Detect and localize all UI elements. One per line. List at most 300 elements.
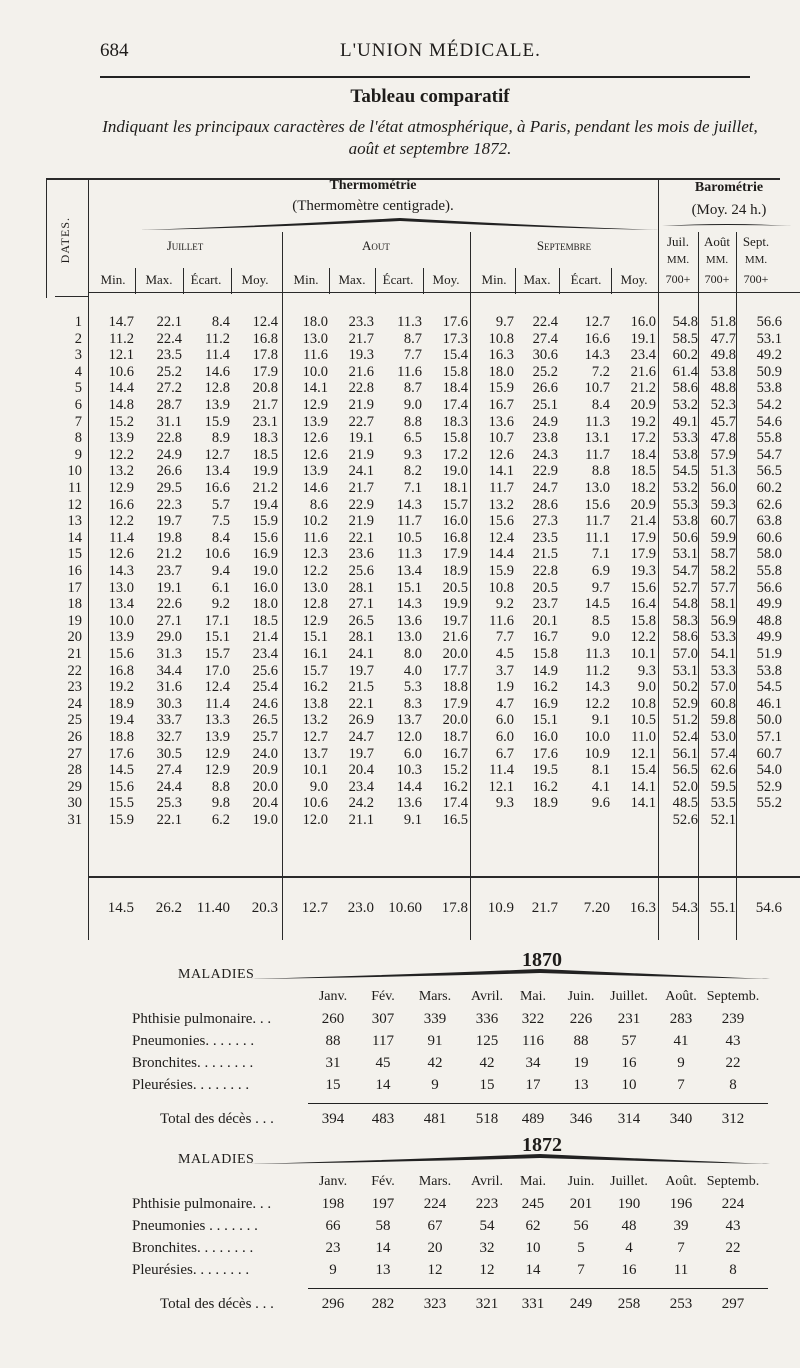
month-header: Fév. — [371, 989, 395, 1004]
cell-juil-ecart: 13.3 — [204, 712, 230, 729]
table-row — [0, 746, 800, 763]
cell-sept-moy: 21.6 — [630, 363, 656, 380]
cell-aout-min: 12.2 — [302, 563, 328, 579]
cell-juil-min: 14.7 — [108, 314, 134, 330]
cell-sept-min: 13.2 — [488, 496, 514, 513]
table-row — [0, 795, 800, 812]
cell-baro-juil: 53.1 — [672, 662, 698, 679]
cell-sept-min: 13.6 — [488, 413, 514, 430]
cell-sept-moy: 20.9 — [630, 496, 656, 513]
baro-month-juil: Juil. — [666, 234, 690, 249]
table-row — [0, 364, 800, 381]
cell-baro-aout: 53.3 — [710, 662, 736, 679]
month-header: Juillet. — [610, 989, 648, 1004]
cell-aout-moy: 17.4 — [442, 397, 468, 413]
day-number: 26 — [67, 729, 82, 745]
month-header: Avril. — [470, 1174, 503, 1189]
cell-aout-moy: 17.3 — [442, 330, 468, 347]
disease-value: 12 — [479, 1262, 495, 1278]
cell-juil-max: 29.5 — [156, 480, 182, 496]
cell-juil-moy: 25.6 — [252, 662, 278, 679]
cell-sept-moy: 14.1 — [630, 795, 656, 812]
cell-aout-max: 28.1 — [348, 629, 374, 646]
page-number: 684 — [100, 40, 129, 61]
cell-juil-min: 12.6 — [108, 546, 134, 563]
cell-aout-max: 22.9 — [348, 496, 374, 513]
cell-sept-ecart: 7.1 — [591, 546, 610, 563]
cell-baro-aout: 53.5 — [710, 795, 736, 812]
cell-juil-moy: 18.5 — [252, 446, 278, 463]
month-header: Septemb. — [706, 1174, 760, 1189]
cell-juil-moy: 24.6 — [252, 695, 278, 712]
cell-baro-aout: 47.8 — [710, 430, 736, 447]
day-number: 31 — [67, 812, 82, 828]
cell-aout-min: 15.7 — [302, 662, 328, 679]
cell-baro-juil: 52.6 — [672, 812, 698, 828]
table-row — [0, 480, 800, 497]
cell-sept-moy: 15.4 — [630, 762, 656, 779]
cell-sept-max: 24.3 — [532, 446, 558, 463]
colhead-aout-moy: Moy. — [432, 272, 460, 287]
cell-aout-min: 12.6 — [302, 446, 328, 463]
cell-aout-max: 23.4 — [348, 778, 374, 795]
disease-value: 43 — [725, 1218, 741, 1234]
cell-juil-ecart: 12.8 — [204, 380, 230, 397]
maladies-label: MALADIES — [178, 967, 255, 982]
total-value: 253 — [669, 1296, 693, 1312]
cell-juil-ecart: 8.8 — [211, 778, 230, 795]
cell-sept-ecart: 4.1 — [591, 778, 610, 795]
disease-value: 9 — [431, 1077, 439, 1093]
cell-baro-sept: 52.9 — [756, 778, 782, 795]
cell-aout-min: 13.0 — [302, 579, 328, 596]
cell-baro-juil: 56.1 — [672, 745, 698, 762]
table-row — [0, 497, 800, 514]
cell-baro-sept: 56.5 — [756, 463, 782, 480]
cell-sept-min: 9.2 — [495, 596, 514, 613]
cell-sept-ecart: 10.9 — [584, 745, 610, 762]
cell-sept-min: 14.4 — [488, 546, 514, 563]
cell-baro-sept: 54.5 — [756, 679, 782, 696]
cell-sept-ecart: 16.6 — [584, 330, 610, 347]
cell-juil-min: 13.2 — [108, 463, 134, 480]
cell-juil-ecart: 11.2 — [205, 330, 230, 347]
table-row — [0, 679, 800, 696]
cell-juil-max: 28.7 — [156, 397, 182, 413]
cell-juil-max: 21.2 — [156, 546, 182, 563]
disease-name: Pleurésies. . . . . . . . — [132, 1262, 250, 1278]
total-sept-ecart: 7.20 — [583, 900, 610, 916]
cell-aout-ecart: 8.2 — [403, 463, 422, 480]
baro-subtitle: (Moy. 24 h.) — [691, 202, 767, 218]
cell-baro-aout: 59.5 — [710, 778, 736, 795]
disease-value: 14 — [375, 1077, 391, 1093]
table-row — [0, 414, 800, 431]
cell-juil-min: 13.0 — [108, 579, 134, 596]
total-value: 483 — [371, 1111, 395, 1127]
cell-sept-max: 16.7 — [532, 629, 558, 646]
cell-sept-max: 16.2 — [532, 679, 558, 696]
cell-aout-max: 24.7 — [348, 729, 374, 745]
day-number: 19 — [67, 612, 82, 629]
table-row — [0, 812, 800, 829]
cell-baro-juil: 54.5 — [672, 463, 698, 480]
colhead-juil-ecart: Écart. — [190, 272, 222, 287]
month-header: Mars. — [418, 989, 452, 1004]
cell-juil-ecart: 11.4 — [205, 347, 230, 364]
table-row — [0, 646, 800, 663]
cell-sept-ecart: 6.9 — [591, 563, 610, 579]
cell-juil-moy: 26.5 — [252, 712, 278, 729]
cell-baro-juil: 60.2 — [672, 347, 698, 364]
month-header: Janv. — [318, 989, 348, 1004]
cell-aout-ecart: 10.3 — [396, 762, 422, 779]
disease-value: 260 — [321, 1011, 345, 1027]
cell-baro-juil: 50.2 — [672, 679, 698, 696]
cell-juil-moy: 17.9 — [252, 363, 278, 380]
cell-aout-ecart: 13.6 — [396, 612, 422, 629]
cell-juil-min: 12.2 — [108, 446, 134, 463]
day-number: 25 — [67, 712, 82, 729]
cell-sept-moy: 9.3 — [637, 662, 656, 679]
cell-juil-ecart: 12.7 — [204, 446, 230, 463]
cell-baro-sept: 48.8 — [756, 612, 782, 629]
cell-baro-sept: 56.6 — [756, 579, 782, 596]
cell-sept-moy: 21.4 — [630, 513, 656, 530]
cell-aout-max: 25.6 — [348, 563, 374, 579]
cell-baro-juil: 52.7 — [672, 579, 698, 596]
cell-sept-max: 16.0 — [532, 729, 558, 745]
cell-aout-max: 26.5 — [348, 612, 374, 629]
month-juillet: Juillet — [166, 238, 204, 253]
cell-aout-moy: 15.7 — [442, 496, 468, 513]
cell-aout-max: 21.7 — [348, 480, 374, 496]
disease-value: 7 — [677, 1077, 685, 1093]
disease-value: 57 — [621, 1033, 637, 1049]
cell-aout-max: 24.2 — [348, 795, 374, 812]
month-header: Fév. — [371, 1174, 395, 1189]
cell-juil-moy: 15.6 — [252, 529, 278, 546]
cell-sept-max: 15.8 — [532, 646, 558, 662]
cell-juil-moy: 20.9 — [252, 762, 278, 779]
cell-juil-ecart: 10.6 — [204, 546, 230, 563]
cell-baro-juil: 58.3 — [672, 612, 698, 629]
cell-baro-sept: 60.7 — [756, 745, 782, 762]
cell-aout-max: 19.7 — [348, 662, 374, 679]
day-number: 11 — [68, 480, 82, 496]
cell-juil-max: 34.4 — [156, 662, 182, 679]
cell-aout-moy: 19.0 — [442, 463, 468, 480]
cell-aout-ecart: 14.3 — [396, 496, 422, 513]
cell-sept-ecart: 15.6 — [584, 496, 610, 513]
baro-title: Barométrie — [694, 180, 764, 195]
cell-sept-moy: 17.2 — [630, 430, 656, 447]
cell-juil-ecart: 16.6 — [204, 480, 230, 496]
cell-juil-ecart: 13.9 — [204, 729, 230, 745]
cell-juil-moy: 20.8 — [252, 380, 278, 397]
disease-value: 9 — [329, 1262, 337, 1278]
cell-sept-min: 15.6 — [488, 513, 514, 530]
disease-value: 88 — [573, 1033, 589, 1049]
cell-sept-ecart: 7.2 — [591, 363, 610, 380]
cell-juil-ecart: 13.9 — [204, 397, 230, 413]
disease-value: 13 — [573, 1077, 589, 1093]
cell-baro-sept: 53.8 — [756, 662, 782, 679]
cell-aout-max: 24.1 — [348, 463, 374, 480]
cell-juil-ecart: 5.7 — [211, 496, 230, 513]
thermo-subtitle: (Thermomètre centigrade). — [292, 198, 454, 214]
cell-juil-min: 15.5 — [108, 795, 134, 812]
cell-sept-min: 18.0 — [488, 363, 514, 380]
disease-name: Phthisie pulmonaire. . . — [132, 1011, 272, 1027]
cell-juil-moy: 19.0 — [252, 563, 278, 579]
cell-juil-ecart: 8.4 — [211, 314, 230, 330]
cell-sept-min: 16.3 — [488, 347, 514, 364]
table-row — [0, 712, 800, 729]
cell-aout-moy: 15.2 — [442, 762, 468, 779]
cell-juil-min: 18.9 — [108, 695, 134, 712]
cell-aout-min: 12.8 — [302, 596, 328, 613]
header-rule — [100, 76, 750, 78]
table-row — [0, 530, 800, 547]
month-header: Juin. — [567, 1174, 595, 1189]
disease-value: 196 — [669, 1196, 693, 1212]
day-number: 29 — [67, 778, 82, 795]
cell-aout-max: 21.7 — [348, 330, 374, 347]
cell-juil-max: 22.8 — [156, 430, 182, 447]
cell-sept-max: 20.5 — [532, 579, 558, 596]
cell-baro-juil: 53.2 — [672, 397, 698, 413]
thermo-swoosh — [140, 216, 660, 236]
cell-aout-ecart: 7.7 — [403, 347, 422, 364]
cell-aout-min: 10.0 — [302, 363, 328, 380]
disease-value: 22 — [725, 1055, 741, 1071]
total-label: Total des décès . . . — [160, 1111, 274, 1127]
cell-aout-moy: 16.8 — [442, 529, 468, 546]
cell-juil-min: 12.9 — [108, 480, 134, 496]
cell-juil-ecart: 8.4 — [211, 529, 230, 546]
cell-sept-ecart: 9.7 — [591, 579, 610, 596]
cell-aout-min: 13.9 — [302, 463, 328, 480]
dates-under-rule — [55, 296, 89, 297]
total-value: 282 — [371, 1296, 395, 1312]
cell-aout-ecart: 13.6 — [396, 795, 422, 812]
colhead-juil-moy: Moy. — [241, 272, 269, 287]
month-header: Mars. — [418, 1174, 452, 1189]
cell-sept-moy: 19.2 — [630, 413, 656, 430]
cell-baro-aout: 62.6 — [710, 762, 736, 779]
cell-aout-max: 23.3 — [348, 314, 374, 330]
total-juil-min: 14.5 — [107, 900, 134, 916]
cell-juil-moy: 20.4 — [252, 795, 278, 812]
cell-juil-moy: 16.0 — [252, 579, 278, 596]
totals-top-rule — [88, 876, 800, 878]
cell-juil-max: 25.3 — [156, 795, 182, 812]
cell-juil-min: 16.8 — [108, 662, 134, 679]
disease-value: 10 — [525, 1240, 541, 1256]
cell-juil-min: 16.6 — [108, 496, 134, 513]
cell-aout-min: 8.6 — [309, 496, 328, 513]
cell-aout-ecart: 15.1 — [396, 579, 422, 596]
table-row — [0, 629, 800, 646]
cell-baro-juil: 53.2 — [672, 480, 698, 496]
cell-baro-aout: 58.1 — [710, 596, 736, 613]
cell-juil-moy: 21.4 — [252, 629, 278, 646]
total-sept-moy: 16.3 — [629, 900, 656, 916]
cell-aout-moy: 15.4 — [442, 347, 468, 364]
baro-unit-sept: MM. — [744, 254, 768, 266]
cell-baro-aout: 59.9 — [710, 529, 736, 546]
cell-juil-ecart: 17.1 — [204, 612, 230, 629]
cell-sept-max: 16.2 — [532, 778, 558, 795]
month-header: Juin. — [567, 989, 595, 1004]
total-sept-max: 21.7 — [531, 900, 558, 916]
cell-sept-max: 22.9 — [532, 463, 558, 480]
cell-sept-max: 24.9 — [532, 413, 558, 430]
cell-juil-ecart: 9.8 — [211, 795, 230, 812]
table-row — [0, 696, 800, 713]
cell-aout-min: 12.3 — [302, 546, 328, 563]
cell-aout-min: 12.7 — [302, 729, 328, 745]
cell-juil-ecart: 15.7 — [204, 646, 230, 662]
cell-baro-juil: 58.5 — [672, 330, 698, 347]
table-row — [0, 663, 800, 680]
cell-aout-ecart: 9.0 — [403, 397, 422, 413]
disease-value: 7 — [677, 1240, 685, 1256]
cell-baro-aout: 59.8 — [710, 712, 736, 729]
cell-aout-min: 10.1 — [302, 762, 328, 779]
disease-value: 10 — [621, 1077, 637, 1093]
cell-aout-max: 24.1 — [348, 646, 374, 662]
day-number: 21 — [67, 646, 82, 662]
table-title: Tableau comparatif — [350, 86, 510, 107]
disease-value: 13 — [375, 1262, 391, 1278]
cell-aout-max: 21.9 — [348, 513, 374, 530]
disease-value: 8 — [729, 1262, 737, 1278]
cell-aout-ecart: 9.1 — [403, 812, 422, 828]
disease-value: 62 — [525, 1218, 541, 1234]
cell-aout-moy: 18.1 — [442, 480, 468, 496]
cell-juil-moy: 18.3 — [252, 430, 278, 447]
cell-aout-max: 19.1 — [348, 430, 374, 447]
cell-juil-min: 14.3 — [108, 563, 134, 579]
total-aout-ecart: 10.60 — [388, 900, 422, 916]
cell-sept-min: 12.1 — [488, 778, 514, 795]
cell-aout-min: 16.2 — [302, 679, 328, 696]
cell-sept-moy: 21.2 — [630, 380, 656, 397]
cell-sept-max: 26.6 — [532, 380, 558, 397]
cell-aout-min: 12.0 — [302, 812, 328, 828]
cell-baro-juil: 53.8 — [672, 513, 698, 530]
total-baro-aout: 55.1 — [709, 900, 736, 916]
cell-sept-max: 23.8 — [532, 430, 558, 447]
disease-value: 197 — [371, 1196, 395, 1212]
total-baro-sept: 54.6 — [755, 900, 782, 916]
total-aout-min: 12.7 — [301, 900, 328, 916]
disease-value: 91 — [427, 1033, 443, 1049]
disease-value: 125 — [475, 1033, 499, 1049]
cell-baro-sept: 54.6 — [756, 413, 782, 430]
cell-sept-max: 16.9 — [532, 695, 558, 712]
cell-sept-min: 15.9 — [488, 380, 514, 397]
cell-sept-min: 12.4 — [488, 529, 514, 546]
disease-value: 4 — [625, 1240, 633, 1256]
cell-baro-aout: 53.0 — [710, 729, 736, 745]
table-row — [0, 779, 800, 796]
cell-sept-ecart: 10.7 — [584, 380, 610, 397]
cell-baro-juil: 54.8 — [672, 596, 698, 613]
cell-sept-moy: 9.0 — [637, 679, 656, 696]
cell-sept-max: 24.7 — [532, 480, 558, 496]
cell-juil-ecart: 11.4 — [205, 695, 230, 712]
total-value: 518 — [475, 1111, 499, 1127]
month-header: Mai. — [519, 989, 547, 1004]
cell-sept-ecart: 12.2 — [584, 695, 610, 712]
cell-juil-ecart: 9.4 — [211, 563, 230, 579]
cell-juil-max: 32.7 — [156, 729, 182, 745]
total-value: 340 — [669, 1111, 693, 1127]
cell-aout-min: 9.0 — [309, 778, 328, 795]
cell-sept-min: 4.7 — [495, 695, 514, 712]
cell-baro-juil: 49.1 — [672, 413, 698, 430]
table-row — [0, 397, 800, 414]
cell-sept-moy: 16.4 — [630, 596, 656, 613]
cell-aout-max: 26.9 — [348, 712, 374, 729]
disease-value: 224 — [423, 1196, 447, 1212]
disease-value: 223 — [475, 1196, 499, 1212]
cell-aout-moy: 17.9 — [442, 695, 468, 712]
cell-baro-sept: 58.0 — [756, 546, 782, 563]
cell-sept-ecart: 8.8 — [591, 463, 610, 480]
cell-sept-min: 12.6 — [488, 446, 514, 463]
cell-sept-moy: 15.6 — [630, 579, 656, 596]
table-row — [0, 463, 800, 480]
day-number: 22 — [67, 662, 82, 679]
cell-aout-ecart: 7.1 — [403, 480, 422, 496]
cell-aout-ecart: 14.3 — [396, 596, 422, 613]
cell-aout-min: 11.6 — [303, 347, 328, 364]
cell-aout-min: 10.6 — [302, 795, 328, 812]
disease-value: 117 — [372, 1033, 394, 1049]
cell-juil-min: 12.1 — [108, 347, 134, 364]
total-value: 481 — [423, 1111, 447, 1127]
cell-juil-moy: 12.4 — [252, 314, 278, 330]
table-subtitle: Indiquant les principaux caractères de l'état atmosphérique, à Paris, pendant les mois de juillet, août et septembre 1872. — [102, 117, 758, 158]
table-row — [0, 729, 800, 746]
cell-sept-max: 22.4 — [532, 314, 558, 330]
disease-value: 198 — [321, 1196, 345, 1212]
cell-juil-moy: 23.4 — [252, 646, 278, 662]
disease-value: 322 — [521, 1011, 545, 1027]
cell-aout-moy: 17.6 — [442, 314, 468, 330]
day-number: 7 — [74, 413, 82, 430]
cell-juil-max: 22.1 — [156, 314, 182, 330]
day-number: 28 — [67, 762, 82, 779]
cell-sept-ecart: 8.4 — [591, 397, 610, 413]
cell-aout-ecart: 13.7 — [396, 712, 422, 729]
cell-baro-sept: 54.7 — [756, 446, 782, 463]
cell-baro-sept: 54.2 — [756, 397, 782, 413]
cell-baro-sept: 53.1 — [756, 330, 782, 347]
colhead-divider — [559, 268, 560, 294]
cell-sept-ecart: 8.5 — [591, 612, 610, 629]
disease-name: Pneumonies . . . . . . . — [132, 1218, 258, 1234]
cell-aout-max: 19.7 — [348, 745, 374, 762]
cell-juil-min: 13.9 — [108, 430, 134, 447]
disease-value: 16 — [621, 1055, 637, 1071]
cell-baro-aout: 51.8 — [710, 314, 736, 330]
cell-sept-ecart: 11.3 — [585, 413, 610, 430]
